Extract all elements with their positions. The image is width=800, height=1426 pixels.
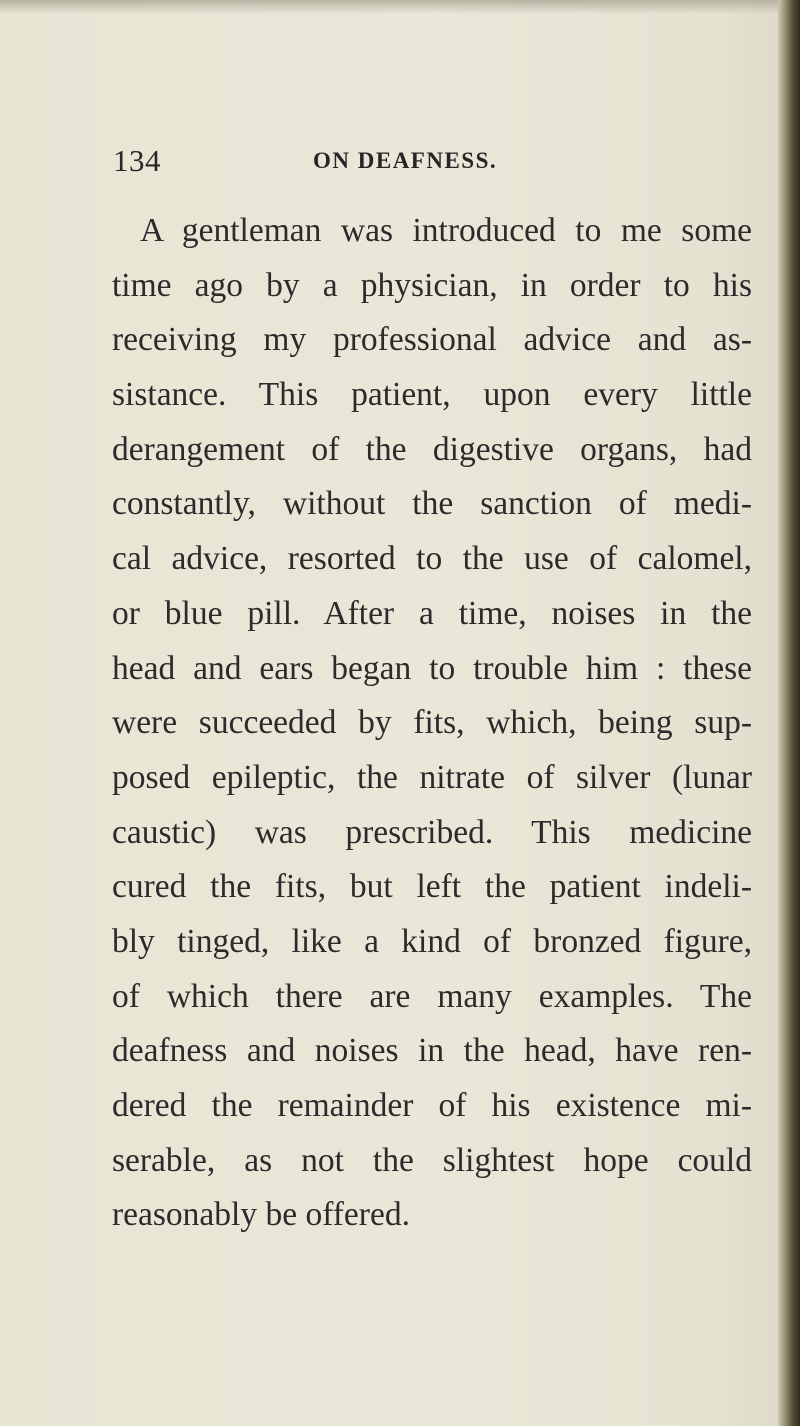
page-number: 134 [113, 143, 161, 178]
running-head: ON DEAFNESS. [313, 148, 498, 173]
text-line: sistance. This patient, upon every little [112, 376, 752, 414]
text-line: posed epileptic, the nitrate of silver (lunar [112, 758, 752, 796]
text-line: serable, as not the slightest hope could [112, 1141, 752, 1179]
text-line: cured the fits, but left the patient indeli- [112, 868, 752, 906]
text-line: reasonably be offered. [112, 1196, 410, 1234]
book-spine-edge [778, 0, 800, 1426]
text-line: constantly, without the sanction of medi- [112, 485, 752, 523]
text-line: derangement of the digestive organs, had [112, 430, 752, 468]
text-line: time ago by a physician, in order to his [112, 266, 752, 304]
text-line: deafness and noises in the head, have ren- [112, 1032, 752, 1070]
text-line: of which there are many examples. The [112, 977, 752, 1015]
text-line: dered the remainder of his existence mi- [112, 1087, 752, 1124]
text-line: A gentleman was introduced to me some [140, 212, 752, 249]
text-line: receiving my professional advice and as- [112, 321, 752, 359]
page-top-shadow [0, 0, 800, 14]
body-paragraph [112, 204, 752, 1243]
page-header [113, 143, 733, 183]
text-line: or blue pill. After a time, noises in the [112, 594, 752, 632]
text-line: caustic) was prescribed. This medicine [112, 813, 752, 851]
text-line: head and ears began to trouble him : these [112, 649, 752, 687]
text-line: were succeeded by fits, which, being sup- [112, 704, 752, 742]
text-line: bly tinged, like a kind of bronzed figure, [112, 922, 752, 960]
text-line: cal advice, resorted to the use of calomel, [112, 540, 752, 578]
